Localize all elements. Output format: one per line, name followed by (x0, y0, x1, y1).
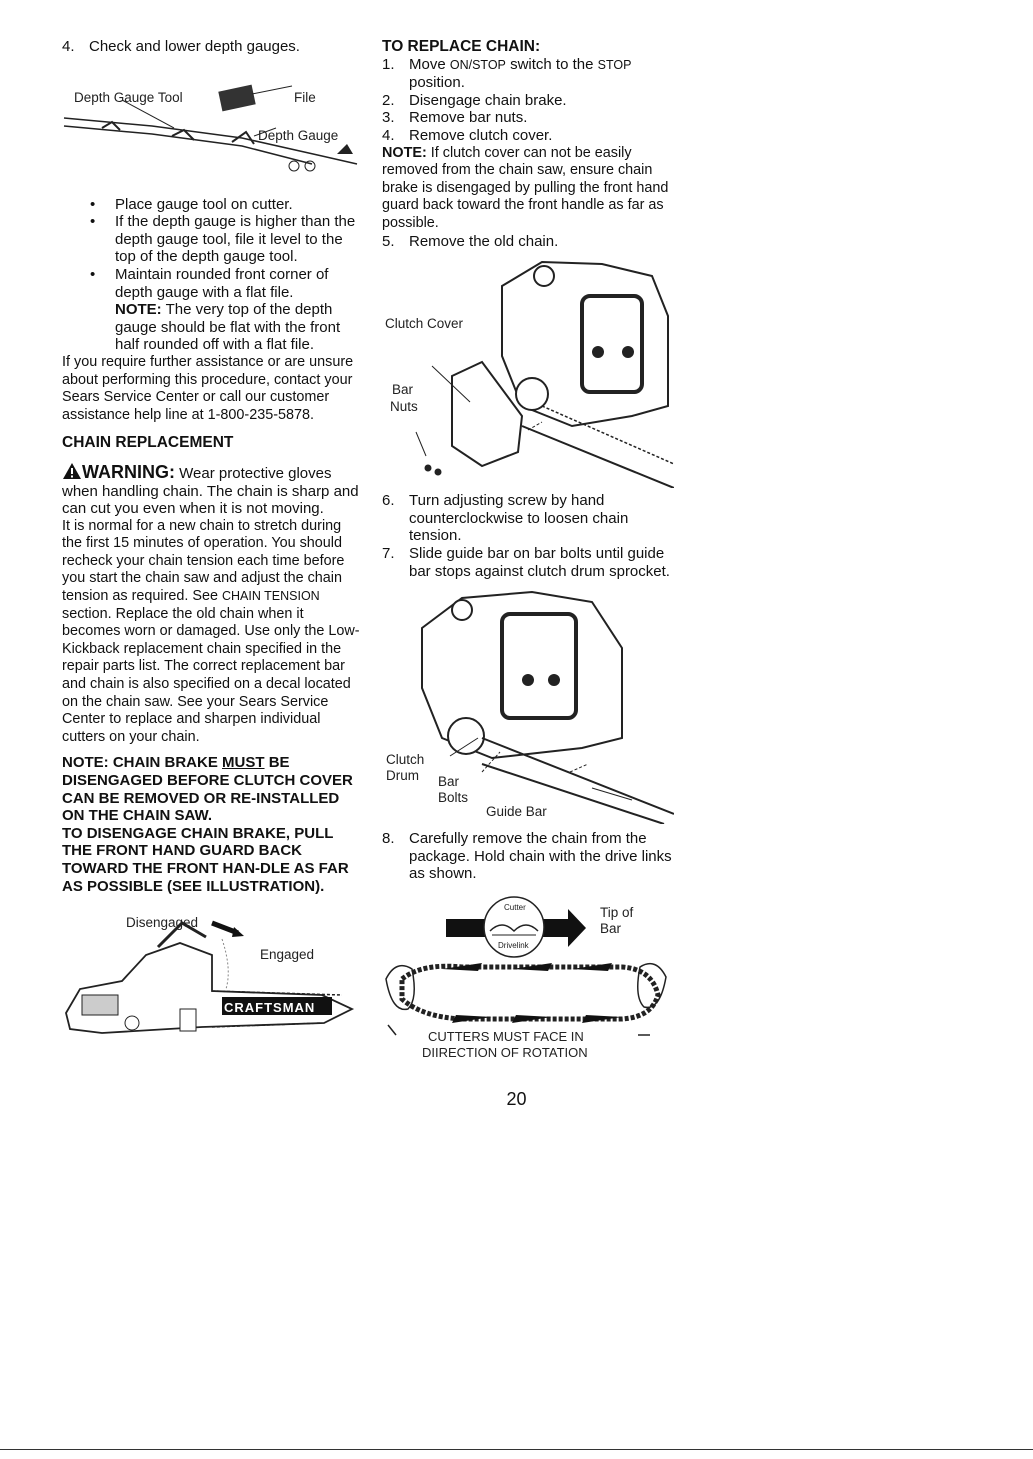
step-7-slide-guide-bar: 7. Slide guide bar on bar bolts until guide bar stops against clutch drum sprocket. (382, 544, 670, 580)
disengage-brake-instruction: TO DISENGAGE CHAIN BRAKE, PULL THE FRONT HAND GUARD BACK TOWARD THE FRONT HAN-DLE AS FAR AS POSSIBLE (SEE ILLUSTRATION). (62, 824, 349, 895)
chain-saw-brake-illustration (62, 903, 362, 1043)
direction-of-rotation-label: DIIRECTION OF ROTATION (422, 1044, 588, 1060)
assistance-paragraph: If you require further assistance or are unsure about performing this procedure, contact your Sears Service Center or call our customer assistance help line at 1-800-235-5878. (62, 353, 354, 423)
depth-gauge-tool-label: Depth Gauge Tool (74, 89, 183, 105)
guide-bar-illustration (382, 588, 674, 824)
guide-bar-label: Guide Bar (486, 804, 547, 820)
craftsman-brand: CRAFTSMAN (224, 1000, 316, 1016)
bullet-item: • If the depth gauge is higher than the depth gauge tool, file it level to the top of the depth gauge tool. (90, 213, 356, 266)
cutters-must-face-label: CUTTERS MUST FACE IN (428, 1028, 584, 1044)
file-label: File (294, 89, 316, 105)
disengaged-label: Disengaged (126, 915, 199, 931)
bar-label: Bar (392, 382, 414, 398)
step-5-remove-chain: 5. Remove the old chain. (382, 232, 559, 250)
clutch-cover-illustration (382, 256, 674, 488)
left-column (62, 38, 362, 1043)
bar-label-2: Bar (438, 774, 460, 790)
depth-gauge-illustration (62, 56, 362, 178)
step-8-remove-new-chain: 8. Carefully remove the chain from the package. Hold chain with the drive links as shown. (382, 830, 672, 883)
step-6-adjusting-screw: 6. Turn adjusting screw by hand counterclockwise to loosen chain tension. (382, 492, 629, 545)
warning-triangle-icon (62, 462, 82, 480)
chain-brake-figure (62, 903, 362, 1043)
clutch-cover-note: NOTE: If clutch cover can not be easily removed from the chain saw, ensure chain brake is disengaged by pulling the front hand guard back toward the front handle as far as possible. (382, 144, 669, 231)
bullet-item: • Maintain rounded front corner of depth gauge with a flat file. NOTE: The very top of the depth gauge should be flat with the front half rounded off with a flat file. (90, 265, 341, 354)
step-3-remove-nuts: 3. Remove bar nuts. (382, 109, 528, 127)
chain-replacement-heading: CHAIN REPLACEMENT (62, 434, 234, 452)
step-4-check-depth-gauges: 4. Check and lower depth gauges. (62, 38, 300, 55)
warning-label: WARNING: (82, 461, 175, 482)
depth-gauge-label: Depth Gauge (258, 127, 339, 143)
tip-of-label: Tip of (600, 904, 634, 920)
bullet-item: • Place gauge tool on cutter. (90, 195, 293, 213)
replace-chain-heading: TO REPLACE CHAIN: (382, 38, 541, 55)
step-4-remove-cover: 4. Remove clutch cover. (382, 126, 553, 144)
clutch-cover-figure (382, 256, 674, 488)
chain-tension-reference: CHAIN TENSION (222, 589, 320, 604)
bolts-label: Bolts (438, 790, 469, 806)
right-column (382, 38, 674, 1067)
page-number: 20 (506, 1089, 527, 1109)
note-label: NOTE: (115, 301, 162, 319)
bottom-rule (0, 1449, 1033, 1450)
chain-stretch-paragraph: It is normal for a new chain to stretch during the first 15 minutes of operation. You should recheck your chain tension each time before you start the chain saw and adjust the chain tension as required. See CHAIN TENSION section. Replace the old chain when it becomes worn or damaged. Use only the Low-Kickback replacement chain specified in the repair parts list. The correct replacement bar and chain is also specified on a decal located on the chain saw. See your Sears Service Center to replace and sharpen individual cutters on your chain. (62, 517, 360, 745)
chain-brake-note: NOTE: CHAIN BRAKE MUST BE DISENGAGED BEFORE CLUTCH COVER CAN BE REMOVED OR RE-INSTALLED ON THE CHAIN SAW. (62, 754, 353, 825)
cutter-callout: Cutter (504, 902, 526, 912)
clutch-label: Clutch (386, 752, 425, 768)
drivelink-callout: Drivelink (498, 940, 529, 950)
chain-direction-figure (382, 887, 674, 1067)
step-2-disengage-brake: 2. Disengage chain brake. (382, 91, 567, 109)
nuts-label: Nuts (390, 399, 418, 415)
bar-tip-label: Bar (600, 920, 622, 936)
warning-paragraph: WARNING: Wear protective gloves when handling chain. The chain is sharp and can cut you even when it is not moving. (62, 461, 359, 518)
drum-label: Drum (386, 768, 419, 784)
clutch-cover-label: Clutch Cover (385, 316, 464, 332)
depth-gauge-figure (62, 56, 362, 178)
depth-gauge-bullets (62, 196, 362, 354)
guide-bar-figure (382, 588, 674, 824)
step-1-move-switch: 1. Move ON/STOP switch to the STOP position. (382, 55, 632, 92)
engaged-label: Engaged (260, 947, 315, 963)
